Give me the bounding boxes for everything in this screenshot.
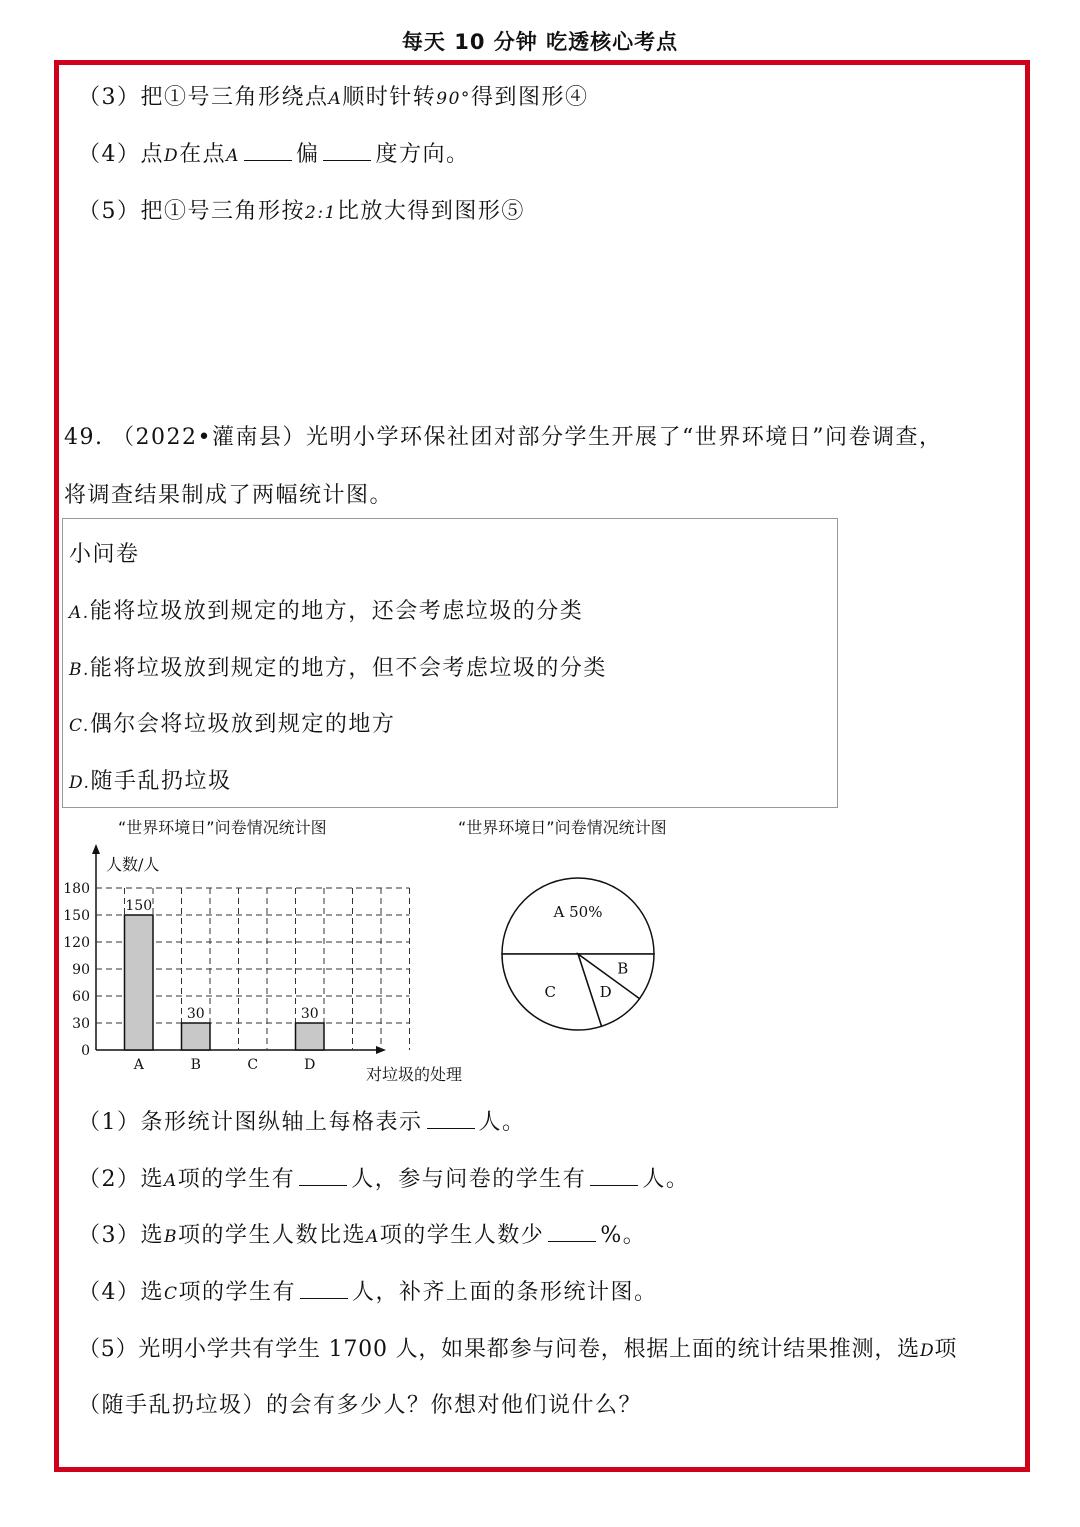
- sub-question-2: （2）选A项的学生有 人，参与问卷的学生有 人。: [78, 1167, 690, 1192]
- bar-chart-x-label: 对垃圾的处理: [366, 1065, 463, 1084]
- bar-chart-y-tick-label: 180: [63, 881, 90, 897]
- bar-chart-y-tick-label: 120: [63, 935, 90, 951]
- prev-question-part-4: （4）点D在点A 偏 度方向。: [78, 142, 470, 167]
- bar-value-label-d: 30: [300, 1006, 319, 1022]
- pie-chart: [478, 844, 678, 1044]
- bar-chart-y-label: 人数/人: [106, 855, 160, 874]
- pie-slice-label-a: A 50%: [553, 903, 603, 922]
- bar-value-label-b: 30: [186, 1006, 205, 1022]
- bar-category-label-b: B: [190, 1057, 201, 1073]
- answer-blank[interactable]: [427, 1110, 475, 1129]
- pie-slice-label-d: D: [599, 983, 612, 1002]
- answer-blank[interactable]: [548, 1223, 596, 1242]
- bar-category-label-c: C: [247, 1057, 259, 1073]
- bar-category-label-a: A: [133, 1057, 144, 1073]
- answer-blank[interactable]: [323, 142, 371, 161]
- survey-box: [62, 518, 838, 808]
- pie-slice-label-c: C: [544, 983, 557, 1002]
- bar-b: [182, 1023, 211, 1050]
- survey-title: 小问卷: [69, 542, 140, 567]
- page-header: 每天 10 分钟 吃透核心考点: [401, 30, 679, 54]
- sub-question-1: （1）条形统计图纵轴上每格表示 人。: [78, 1110, 526, 1135]
- bar-chart-y-tick-label: 0: [81, 1043, 90, 1059]
- bar-category-label-d: D: [304, 1057, 316, 1073]
- prev-question-part-3: （3）把①号三角形绕点A顺时针转90°得到图形④: [78, 85, 589, 110]
- sub-question-4: （4）选C项的学生有 人，补齐上面的条形统计图。: [78, 1280, 658, 1305]
- bar-chart-y-tick-label: 60: [72, 989, 90, 1005]
- sub-question-5-line-1: （5）光明小学共有学生 1700 人，如果都参与问卷，根据上面的统计结果推测，选D项: [78, 1337, 958, 1362]
- question-49-line-1: 49. （2022•灌南县）光明小学环保社团对部分学生开展了“世界环境日”问卷调查，: [64, 425, 943, 450]
- bar-chart-title: “世界环境日”问卷情况统计图: [118, 818, 327, 837]
- answer-blank[interactable]: [300, 1280, 348, 1299]
- answer-blank[interactable]: [590, 1167, 638, 1186]
- bar-value-label-a: 150: [125, 898, 153, 914]
- bar-d: [296, 1023, 325, 1050]
- bar-chart-y-tick-label: 150: [63, 908, 90, 924]
- y-axis-arrow-icon: [92, 844, 100, 854]
- pie-chart-title: “世界环境日”问卷情况统计图: [458, 818, 667, 837]
- sub-question-5-line-2: （随手乱扔垃圾）的会有多少人？你想对他们说什么？: [78, 1393, 643, 1418]
- bar-chart-y-tick-label: 30: [72, 1016, 90, 1032]
- question-49-line-2: 将调查结果制成了两幅统计图。: [64, 483, 394, 508]
- survey-option-a: A.能将垃圾放到规定的地方，还会考虑垃圾的分类: [69, 599, 584, 624]
- bar-chart: [60, 838, 480, 1088]
- prev-question-part-5: （5）把①号三角形按2:1比放大得到图形⑤: [78, 199, 525, 224]
- survey-option-b: B.能将垃圾放到规定的地方，但不会考虑垃圾的分类: [69, 656, 607, 681]
- bar-a: [125, 915, 154, 1050]
- survey-option-c: C.偶尔会将垃圾放到规定的地方: [69, 712, 396, 737]
- survey-option-d: D.随手乱扔垃圾: [69, 769, 232, 794]
- sub-question-3: （3）选B项的学生人数比选A项的学生人数少 %。: [78, 1223, 647, 1248]
- bar-chart-y-tick-label: 90: [72, 962, 90, 978]
- answer-blank[interactable]: [244, 142, 292, 161]
- answer-blank[interactable]: [299, 1167, 347, 1186]
- pie-slice-label-b: B: [617, 959, 629, 978]
